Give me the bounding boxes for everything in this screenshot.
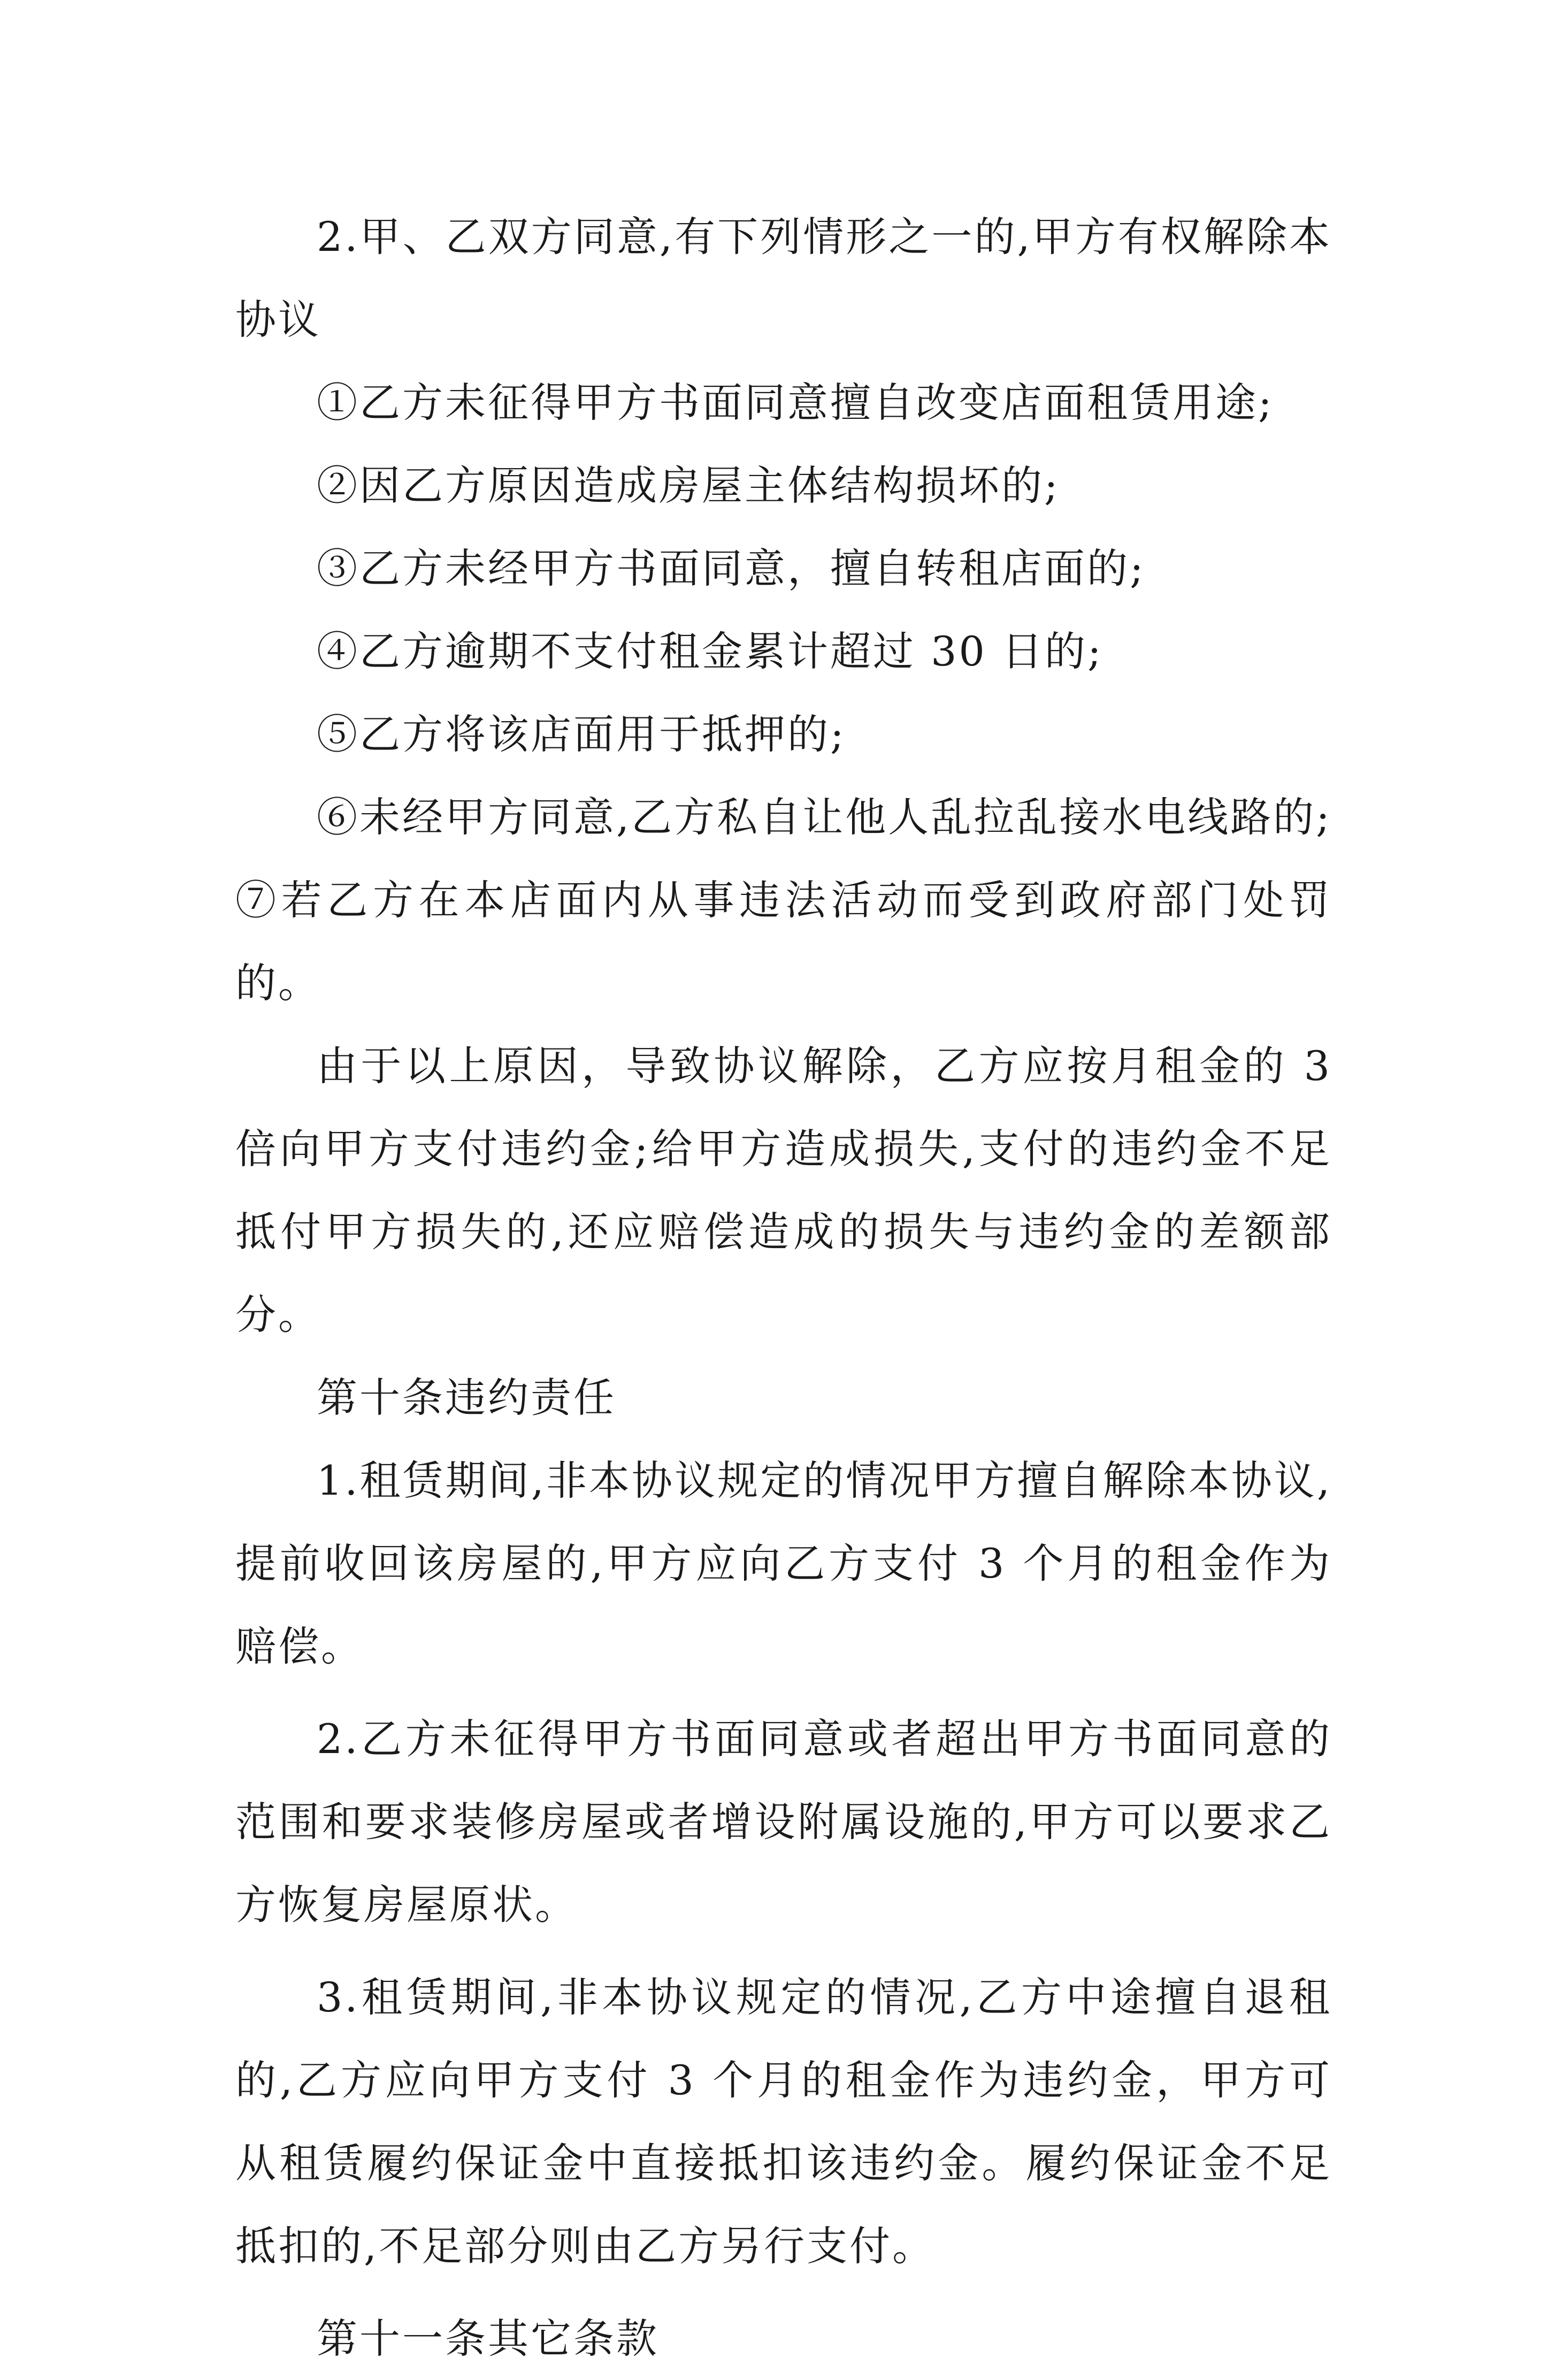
paragraph-liability-2: 2.乙方未征得甲方书面同意或者超出甲方书面同意的范围和要求装修房屋或者增设附属设施的,甲方可以要求乙方恢复房屋原状。 — [235, 1715, 1332, 1929]
list-item: ①乙方未征得甲方书面同意擅自改变店面租赁用途; — [317, 379, 1274, 426]
list-item: ⑤乙方将该店面用于抵押的; — [317, 710, 846, 758]
paragraph-liability-1: 1.租赁期间,非本协议规定的情况甲方擅自解除本协议,提前收回该房屋的,甲方应向乙方支付 3 个月的租金作为赔偿。 — [235, 1457, 1332, 1670]
paragraph-penalty: 由于以上原因，导致协议解除，乙方应按月租金的 3 倍向甲方支付违约金;给甲方造成损失,支付的违约金不足抵付甲方损失的,还应赔偿造成的损失与违约金的差额部分。 — [235, 1042, 1332, 1338]
clause-termination-intro: 2.甲、乙双方同意,有下列情形之一的,甲方有权解除本协议 — [235, 213, 1332, 343]
list-item: ⑥未经甲方同意,乙方私自让他人乱拉乱接水电线路的; — [317, 793, 1332, 841]
list-item: ③乙方未经甲方书面同意，擅自转租店面的; — [317, 545, 1146, 592]
list-item: ④乙方逾期不支付租金累计超过 30 日的; — [317, 627, 1103, 675]
section-heading: 第十一条其它条款 — [317, 2315, 659, 2362]
paragraph-liability-3: 3.租赁期间,非本协议规定的情况,乙方中途擅自退租的,乙方应向甲方支付 3 个月的租金作为违约金，甲方可从租赁履约保证金中直接抵扣该违约金。履约保证金不足抵扣的,不足部分则由乙方另行支付。 — [235, 1973, 1332, 2270]
list-item: ⑦若乙方在本店面内从事违法活动而受到政府部门处罚的。 — [235, 876, 1332, 1007]
list-item: ②因乙方原因造成房屋主体结构损坏的; — [317, 462, 1060, 509]
section-heading: 第十条违约责任 — [317, 1374, 616, 1421]
document-body — [235, 195, 1332, 2380]
